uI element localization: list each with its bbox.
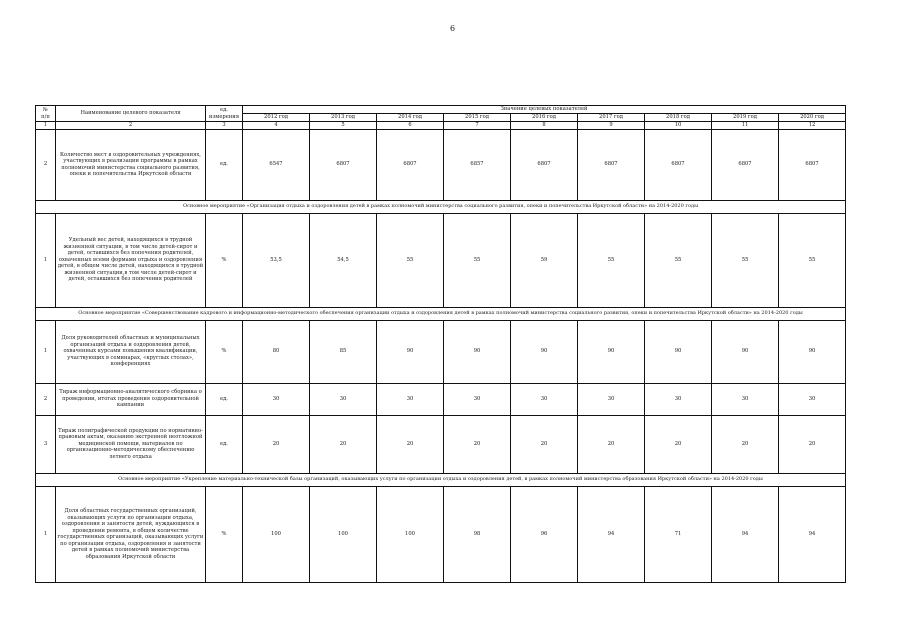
- indicator-name: Доля областных государственных организаций, оказывающих услуги по организации отдыха, оздоровления и занятости детей, нуждающихся в проведении ремонта, в общем количестве государственных организаций, оказывающих услуги по организации отдыха, оздоровления и занятости детей в рамках полномочий министерства образования Иркутской области: [56, 486, 206, 582]
- indicator-value: 54,5: [310, 213, 377, 307]
- indicator-value: 20: [377, 415, 444, 473]
- unit-of-measure: ед.: [206, 129, 243, 200]
- unit-of-measure: %: [206, 486, 243, 582]
- indicator-value: 20: [444, 415, 511, 473]
- indicator-value: 90: [377, 320, 444, 383]
- indicator-value: 30: [511, 383, 578, 415]
- indicator-value: 20: [578, 415, 645, 473]
- indicator-value: 55: [377, 213, 444, 307]
- section-title: Основное мероприятие «Укрепление материально-технической базы организаций, оказывающих услуги по организации отдыха и оздоровления детей, в рамках полномочий министерства образования Иркутской области» на 2014-2020 годы: [36, 473, 846, 486]
- indicator-value: 90: [578, 320, 645, 383]
- header-year: 2016 год: [511, 114, 578, 122]
- indicator-value: 20: [779, 415, 846, 473]
- indicator-name: Тираж информационно-аналитического сборника о проведении, итогах проведения оздоровительной кампании: [56, 383, 206, 415]
- indicator-name: Доля руководителей областных и муниципальных организаций отдыха и оздоровления детей, охваченных курсами повышения квалификации, участвующих в семинарах, «круглых столах», конференциях: [56, 320, 206, 383]
- section-title: Основное мероприятие «Совершенствование кадрового и информационно-методического обеспечения организации отдыха и оздоровления детей в рамках полномочий министерства социального развития, опеки и попечительства Иркутской области» на 2014-2020 годы: [36, 307, 846, 320]
- column-number: 8: [511, 122, 578, 130]
- indicator-row: [36, 213, 846, 307]
- column-number: 1: [36, 122, 56, 130]
- table-trailing-cell: [36, 582, 846, 608]
- column-number: 3: [206, 122, 243, 130]
- header-year: 2020 год: [779, 114, 846, 122]
- header-year: 2017 год: [578, 114, 645, 122]
- unit-of-measure: %: [206, 213, 243, 307]
- indicator-value: 80: [243, 320, 310, 383]
- section-row: [36, 307, 846, 320]
- indicator-value: 55: [779, 213, 846, 307]
- indicator-name: Удельный вес детей, находящихся в трудной жизненной ситуации, в том числе детей-сирот и детей, оставшихся без попечения родителей, охваченных всеми формами отдыха и оздоровления детей, в общем числе детей, находящихся в трудной жизненной ситуации,в том числе детей-сирот и детей, оставшихся без попечения родителей: [56, 213, 206, 307]
- indicator-value: 90: [779, 320, 846, 383]
- header-year: 2013 год: [310, 114, 377, 122]
- indicator-value: 20: [310, 415, 377, 473]
- header-values-group: Значение целевых показателей: [243, 106, 846, 114]
- indicator-value: 94: [712, 486, 779, 582]
- table-trailing-row: [36, 582, 846, 608]
- indicator-row: [36, 320, 846, 383]
- indicator-value: 96: [511, 486, 578, 582]
- indicator-value: 20: [243, 415, 310, 473]
- unit-of-measure: ед.: [206, 415, 243, 473]
- indicator-value: 6807: [377, 129, 444, 200]
- column-number: 12: [779, 122, 846, 130]
- indicator-value: 100: [377, 486, 444, 582]
- indicator-value: 71: [645, 486, 712, 582]
- indicator-value: 90: [645, 320, 712, 383]
- indicator-value: 6807: [310, 129, 377, 200]
- indicator-name: Количество мест в оздоровительных учреждениях, участвующих в реализации программы в рамках полномочий министерства социального развития, опеки и попечительства Иркутской области: [56, 129, 206, 200]
- row-number: 1: [36, 320, 56, 383]
- indicator-value: 6857: [444, 129, 511, 200]
- column-number: 2: [56, 122, 206, 130]
- indicator-value: 30: [444, 383, 511, 415]
- indicator-value: 100: [243, 486, 310, 582]
- page-number: 6: [449, 24, 456, 33]
- indicator-value: 6807: [779, 129, 846, 200]
- column-number: 5: [310, 122, 377, 130]
- indicator-value: 90: [444, 320, 511, 383]
- indicator-value: 6807: [645, 129, 712, 200]
- section-row: [36, 200, 846, 213]
- indicator-value: 98: [444, 486, 511, 582]
- header-year: 2019 год: [712, 114, 779, 122]
- column-number: 11: [712, 122, 779, 130]
- indicator-row: [36, 415, 846, 473]
- row-number: 3: [36, 415, 56, 473]
- column-number: 7: [444, 122, 511, 130]
- indicator-value: 94: [779, 486, 846, 582]
- indicator-value: 6807: [712, 129, 779, 200]
- section-title: Основное мероприятие «Организация отдыха и оздоровления детей в рамках полномочий министерства социального развития, опеки и попечительства Иркутской области» на 2014-2020 годы: [36, 200, 846, 213]
- header-unit: ед. измерения: [206, 106, 243, 122]
- indicator-value: 59: [511, 213, 578, 307]
- indicator-value: 30: [243, 383, 310, 415]
- row-number: 1: [36, 486, 56, 582]
- unit-of-measure: ед.: [206, 383, 243, 415]
- indicator-value: 55: [645, 213, 712, 307]
- indicator-value: 30: [578, 383, 645, 415]
- column-number: 6: [377, 122, 444, 130]
- row-number: 2: [36, 129, 56, 200]
- column-number: 4: [243, 122, 310, 130]
- indicator-value: 30: [712, 383, 779, 415]
- indicator-value: 6807: [578, 129, 645, 200]
- indicator-value: 94: [578, 486, 645, 582]
- header-num: № п/п: [36, 106, 56, 122]
- indicator-row: [36, 486, 846, 582]
- indicator-value: 6547: [243, 129, 310, 200]
- header-name: Наименование целевого показателя: [56, 106, 206, 122]
- header-year: 2014 год: [377, 114, 444, 122]
- indicator-value: 30: [310, 383, 377, 415]
- header-year: 2012 год: [243, 114, 310, 122]
- indicator-value: 6807: [511, 129, 578, 200]
- indicator-value: 90: [511, 320, 578, 383]
- indicator-value: 20: [645, 415, 712, 473]
- indicator-value: 53,5: [243, 213, 310, 307]
- column-number: 9: [578, 122, 645, 130]
- unit-of-measure: %: [206, 320, 243, 383]
- indicator-value: 55: [444, 213, 511, 307]
- indicator-value: 30: [779, 383, 846, 415]
- indicator-value: 90: [712, 320, 779, 383]
- indicator-name: Тираж полиграфической продукции по нормативно-правовым актам, оказанию экстренной неотложной медицинской помощи, материалов по организационно-методическому обеспечению летнего отдыха: [56, 415, 206, 473]
- indicator-value: 85: [310, 320, 377, 383]
- indicator-value: 30: [377, 383, 444, 415]
- header-year: 2015 год: [444, 114, 511, 122]
- indicator-value: 20: [712, 415, 779, 473]
- indicator-value: 30: [645, 383, 712, 415]
- indicator-row: [36, 129, 846, 200]
- target-indicators-table: [35, 105, 846, 608]
- indicator-value: 100: [310, 486, 377, 582]
- header-year: 2018 год: [645, 114, 712, 122]
- indicator-value: 55: [712, 213, 779, 307]
- row-number: 2: [36, 383, 56, 415]
- indicator-value: 20: [511, 415, 578, 473]
- indicator-row: [36, 383, 846, 415]
- indicator-value: 55: [578, 213, 645, 307]
- column-number: 10: [645, 122, 712, 130]
- row-number: 1: [36, 213, 56, 307]
- section-row: [36, 473, 846, 486]
